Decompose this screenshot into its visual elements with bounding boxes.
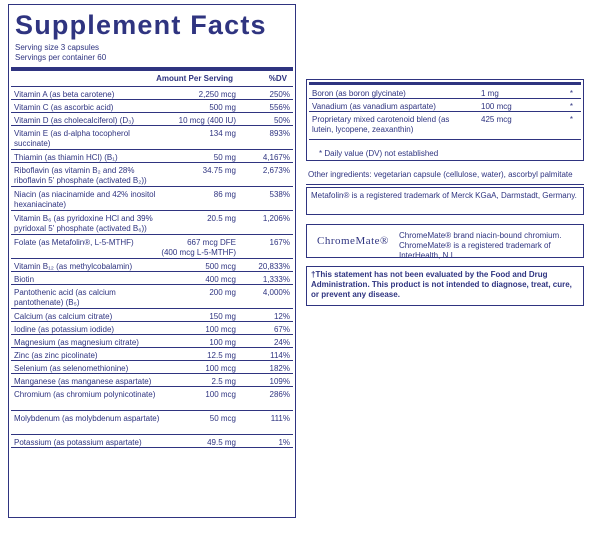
chromemate-line-2: ChromeMate® is a registered trademark of (399, 241, 551, 250)
nutrient-name: Vitamin E (as d-alpha tocopherol succinate) (14, 129, 130, 148)
nutrient-name: Vitamin C (as ascorbic acid) (14, 103, 114, 112)
nutrient-name: Calcium (as calcium citrate) (14, 312, 113, 321)
nutrient-amount: 2.5 mg (211, 377, 236, 386)
nutrient-row (11, 272, 293, 285)
nutrient-name: Boron (as boron glycinate) (312, 89, 406, 98)
nutrient-row (11, 411, 293, 435)
nutrient-row (11, 361, 293, 374)
nutrient-amount: 150 mg (209, 312, 236, 321)
nutrient-amount: 100 mg (209, 338, 236, 347)
nutrient-amount: 86 mg (213, 190, 236, 199)
nutrient-amount: 400 mcg (205, 275, 236, 284)
nutrient-amount: 34.75 mg (202, 166, 236, 175)
nutrient-row (11, 322, 293, 335)
nutrient-name: Zinc (as zinc picolinate) (14, 351, 98, 360)
nutrient-dv: 50% (273, 116, 290, 125)
nutrient-row (11, 163, 293, 187)
nutrient-name: Proprietary mixed carotenoid blend (as lutein, lycopene, zeaxanthin) (312, 115, 450, 134)
nutrient-row (11, 187, 293, 211)
nutrient-name: Vitamin D (as cholecalciferol) (D₃) (14, 116, 135, 125)
nutrient-name: Chromium (as chromium polynicotinate) (14, 390, 156, 399)
nutrient-name: Folate (as Metafolin®, L-5-MTHF) (14, 238, 134, 247)
nutrient-name: Biotin (14, 275, 35, 284)
nutrient-amount: 500 mg (209, 103, 236, 112)
nutrient-dv: 2,673% (262, 166, 290, 175)
nutrient-amount: 2,250 mcg (198, 90, 236, 99)
nutrient-row (11, 211, 293, 235)
nutrient-amount: 100 mcg (205, 325, 236, 334)
nutrient-name: Riboflavin (as vitamin B₂ and 28% riboflavin 5' phosphate (activated B₂)) (14, 166, 147, 185)
nutrient-amount: 10 mcg (400 IU) (178, 116, 236, 125)
nutrient-dv: 182% (269, 364, 290, 373)
chromemate-logo: ChromeMate® (317, 235, 389, 247)
nutrient-row (11, 150, 293, 163)
serving-size: Serving size 3 capsules (15, 43, 100, 52)
nutrient-row (11, 285, 293, 309)
nutrient-name: Iodine (as potassium iodide) (14, 325, 115, 334)
nutrient-amount: 1 mg (481, 89, 499, 98)
nutrient-dv: 20,833% (258, 262, 290, 271)
nutrient-dv: 4,167% (262, 153, 290, 162)
nutrient-row (11, 100, 293, 113)
thick-divider (309, 82, 581, 85)
nutrient-name: Potassium (as potassium aspartate) (14, 438, 142, 447)
nutrient-dv: 67% (273, 325, 290, 334)
supplement-facts-continued (306, 79, 584, 161)
fda-statement: †This statement has not been evaluated by the Food and Drug Administration. This product is not intended to diagnose, treat, cure, or prevent any disease. (306, 266, 584, 306)
nutrient-dv: * (569, 89, 573, 98)
nutrient-name: Vitamin A (as beta carotene) (14, 90, 115, 99)
nutrient-name: Vitamin B₆ (as pyridoxine HCl and 39% pyridoxal 5' phosphate (activated B₆)) (14, 214, 153, 233)
nutrient-dv: 4,000% (262, 288, 290, 297)
servings-per-container: Servings per container 60 (15, 53, 107, 62)
nutrient-amount: 100 mcg (205, 364, 236, 373)
chromemate-text (399, 231, 561, 261)
nutrient-name: Vitamin B₁₂ (as methylcobalamin) (14, 262, 133, 271)
metafolin-trademark-note: Metafolin® is a registered trademark of Merck KGaA, Darmstadt, Germany. (306, 187, 584, 215)
chromemate-line-1: ChromeMate® brand niacin-bound chromium. (399, 231, 562, 240)
nutrient-amount: 500 mcg (205, 262, 236, 271)
nutrient-dv: 538% (269, 190, 290, 199)
supplement-facts-panel (8, 4, 296, 518)
nutrient-amount: 12.5 mg (207, 351, 236, 360)
nutrient-row (309, 99, 581, 112)
nutrient-dv: 114% (270, 351, 290, 360)
nutrient-amount: 425 mcg (481, 115, 512, 124)
nutrient-dv: * (569, 102, 573, 111)
other-ingredients: Other ingredients: vegetarian capsule (cellulose, water), ascorbyl palmitate (308, 170, 573, 179)
nutrient-row (11, 126, 293, 150)
dv-header: %DV (268, 74, 287, 83)
nutrient-amount: 200 mg (209, 288, 236, 297)
chromemate-line-3: InterHealth, N.I. (399, 251, 456, 260)
amount-header: Amount Per Serving (156, 74, 233, 83)
nutrient-name: Molybdenum (as molybdenum aspartate) (14, 414, 160, 423)
nutrient-name: Thiamin (as thiamin HCl) (B₁) (14, 153, 118, 162)
nutrient-dv: 24% (273, 338, 290, 347)
nutrient-dv: 286% (269, 390, 290, 399)
nutrient-name: Niacin (as niacinamide and 42% inositol hexaniacinate) (14, 190, 156, 209)
nutrient-amount: 134 mg (209, 129, 236, 138)
nutrient-row (11, 374, 293, 387)
nutrient-row (11, 309, 293, 322)
nutrient-row (11, 435, 293, 448)
nutrient-row (11, 113, 293, 126)
nutrient-dv: 167% (269, 238, 290, 247)
nutrient-row (11, 348, 293, 361)
nutrient-dv: 1,206% (262, 214, 290, 223)
nutrient-name: Manganese (as manganese aspartate) (14, 377, 152, 386)
nutrient-dv: 12% (273, 312, 290, 321)
nutrient-amount: 667 mcg DFE (400 mcg L-5-MTHF) (161, 238, 236, 257)
nutrient-dv: * (569, 115, 573, 124)
nutrient-row (11, 335, 293, 348)
nutrient-name: Magnesium (as magnesium citrate) (14, 338, 139, 347)
nutrient-dv: 109% (269, 377, 290, 386)
nutrient-name: Pantothenic acid (as calcium pantothenate) (B₅) (14, 288, 116, 307)
nutrient-amount: 50 mg (213, 153, 236, 162)
thick-divider (11, 67, 293, 71)
nutrient-name: Selenium (as selenomethionine) (14, 364, 129, 373)
nutrient-dv: 1% (278, 438, 290, 447)
nutrient-amount: 100 mcg (205, 390, 236, 399)
nutrient-amount: 50 mcg (209, 414, 236, 423)
nutrient-row (11, 235, 293, 259)
divider (306, 184, 584, 185)
nutrient-dv: 250% (269, 90, 290, 99)
nutrient-row (309, 112, 581, 140)
panel-title: Supplement Facts (15, 10, 267, 40)
nutrient-row (11, 387, 293, 411)
nutrient-amount: 20.5 mg (207, 214, 236, 223)
column-header (9, 73, 295, 85)
nutrient-dv: 893% (269, 129, 290, 138)
nutrient-dv: 556% (269, 103, 290, 112)
nutrient-name: Vanadium (as vanadium aspartate) (312, 102, 436, 111)
nutrient-row (11, 259, 293, 272)
nutrient-row (309, 86, 581, 99)
chromemate-box (306, 224, 584, 258)
nutrient-amount: 49.5 mg (207, 438, 236, 447)
nutrient-dv: 1,333% (262, 275, 290, 284)
dv-footnote: * Daily value (DV) not established (319, 149, 439, 158)
nutrient-dv: 111% (270, 414, 290, 423)
nutrient-row (11, 87, 293, 100)
nutrient-amount: 100 mcg (481, 102, 512, 111)
